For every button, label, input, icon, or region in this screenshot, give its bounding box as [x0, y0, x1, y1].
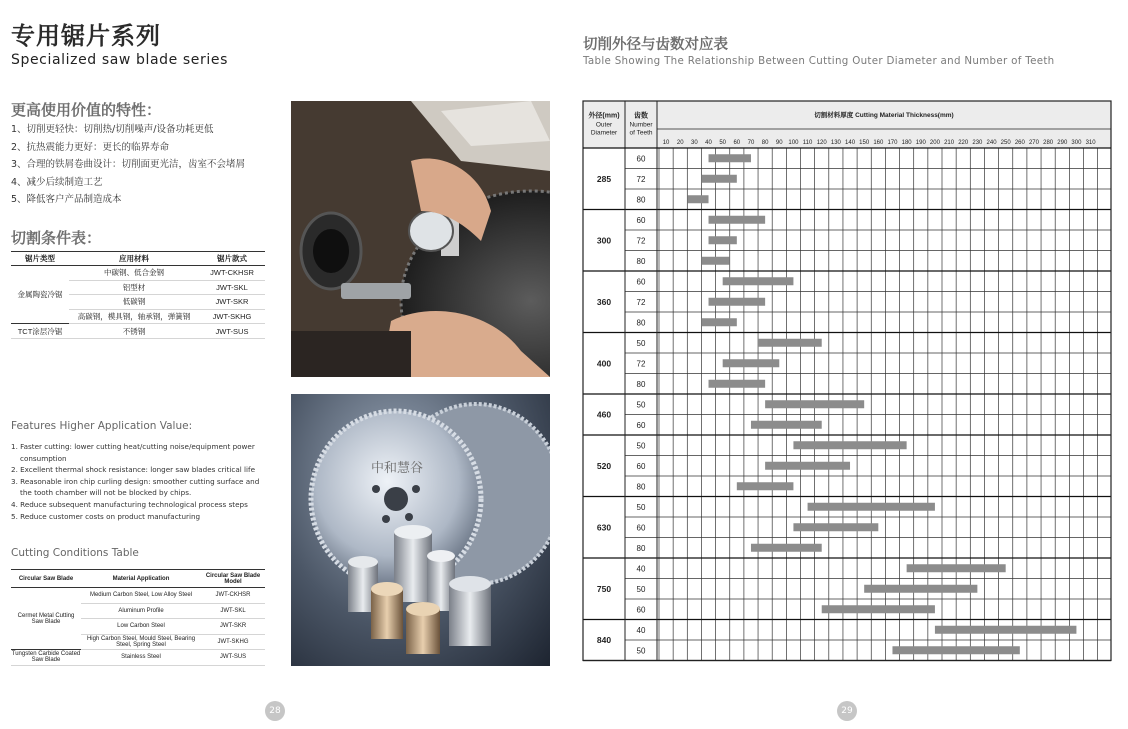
page-number-right: 29: [837, 701, 857, 721]
thickness-header: [814, 110, 953, 119]
conditions-en-table: [11, 569, 265, 666]
x-tick-label: 210: [944, 140, 955, 146]
features-cn-item: 4、减少后续制造工艺: [11, 176, 103, 188]
conditions-en-heading: Cutting Conditions Table: [11, 547, 139, 559]
thickness-range-bar: [765, 462, 850, 470]
blade-type-cell: Tungsten Carbide Coated Saw Blade: [11, 651, 81, 664]
x-tick-label: 110: [802, 140, 813, 146]
outer-diameter-label: 520: [596, 460, 612, 471]
x-tick-label: 190: [915, 140, 926, 146]
thickness-header-en: Cutting Material Thickness(mm): [855, 112, 954, 119]
conditions-cn-heading: 切割条件表：: [11, 229, 102, 247]
thickness-range-bar: [892, 646, 1019, 654]
outer-diameter-label: 300: [596, 235, 612, 246]
features-en-continuation: the tooth chamber will not be blocked by chips.: [20, 488, 192, 498]
x-tick-label: 100: [788, 140, 799, 146]
features-cn-item: 3、合理的铁屑卷曲设计：切削面更光洁，齿室不会堵屑: [11, 159, 246, 170]
thickness-range-bar: [701, 175, 736, 183]
thickness-range-bar: [723, 277, 794, 285]
outer-diameter-label: 360: [596, 296, 612, 307]
diameter-teeth-thickness-chart: [581, 99, 1113, 668]
x-tick-label: 10: [662, 140, 670, 146]
x-tick-label: 150: [859, 140, 870, 146]
features-en-item: [11, 476, 271, 499]
thickness-range-bar: [687, 195, 708, 203]
table-row: [11, 266, 265, 281]
teeth-count-label: 72: [636, 359, 646, 369]
teeth-count-label: 40: [636, 625, 646, 635]
blade-type-cell: 金属陶瓷冷锯: [11, 266, 69, 324]
teeth-count-label: 50: [636, 400, 646, 410]
teeth-header-cn: 齿数: [634, 112, 648, 120]
teeth-count-label: 80: [636, 256, 646, 266]
column-header: 锯片类型: [11, 252, 69, 266]
teeth-count-label: 80: [636, 318, 646, 328]
features-en-line: 4. Reduce subsequent manufacturing technological process steps: [11, 499, 248, 509]
material-cell: 中碳钢、低合金钢: [69, 266, 199, 281]
x-tick-label: 30: [691, 140, 698, 146]
teeth-count-label: 60: [636, 215, 646, 225]
teeth-count-label: 60: [636, 154, 646, 164]
x-tick-label: 90: [775, 140, 783, 146]
diameter-header-en: Diameter: [590, 129, 618, 137]
x-tick-label: 20: [676, 140, 684, 146]
teeth-count-label: 50: [636, 646, 646, 656]
x-tick-label: 260: [1014, 140, 1025, 146]
x-tick-label: 160: [873, 140, 884, 146]
teeth-count-label: 60: [636, 461, 646, 471]
material-cell: 高碳钢，模具钢，轴承钢，弹簧钢: [69, 309, 199, 324]
measuring-saw-blade-photo: [291, 101, 550, 377]
blade-type-cell: TCT涂层冷锯: [11, 324, 69, 339]
table-border: [583, 101, 1111, 661]
thickness-range-bar: [907, 564, 1006, 572]
thickness-range-bar: [765, 400, 864, 408]
outer-diameter-label: 630: [596, 522, 612, 533]
diameter-header-cn: 外径(mm): [588, 112, 620, 120]
material-cell: 不锈钢: [69, 324, 199, 339]
thickness-range-bar: [793, 441, 906, 449]
outer-diameter-label: 400: [596, 358, 612, 369]
material-cell: High Carbon Steel, Mould Steel, Bearing Steel, Spring Steel: [81, 634, 201, 650]
outer-diameter-label: 460: [596, 409, 612, 420]
teeth-count-label: 80: [636, 543, 646, 553]
thickness-range-bar: [864, 585, 977, 593]
features-en-list: [11, 441, 271, 522]
photo-watermark: 中和慧谷: [371, 461, 424, 476]
table-header-row: [11, 252, 265, 266]
material-cell: Aluminum Profile: [81, 603, 201, 619]
x-tick-label: 140: [845, 140, 856, 146]
thickness-range-bar: [709, 298, 766, 306]
x-tick-label: 310: [1085, 140, 1096, 146]
model-cell: JWT-SUS: [199, 324, 265, 339]
teeth-count-label: 72: [636, 297, 646, 307]
features-en-line: 5. Reduce customer costs on product manufacturing: [11, 511, 201, 521]
features-cn-heading: 更高使用价值的特性：: [11, 101, 162, 119]
blade-type-cell: Cermet Metal Cutting Saw Blade: [11, 588, 81, 650]
thickness-range-bar: [709, 236, 737, 244]
features-en-item: [11, 441, 271, 464]
teeth-header-en: of Teeth: [629, 129, 653, 137]
teeth-count-label: 80: [636, 482, 646, 492]
thickness-range-bar: [808, 503, 935, 511]
teeth-count-label: 60: [636, 420, 646, 430]
x-tick-label: 180: [901, 140, 912, 146]
teeth-count-label: 50: [636, 338, 646, 348]
model-cell: JWT-SKR: [199, 295, 265, 310]
material-cell: Stainless Steel: [81, 650, 201, 666]
x-tick-label: 80: [761, 140, 769, 146]
features-cn-item: 1、切削更轻快：切削热/切削噪声/设备功耗更低: [11, 124, 214, 135]
x-tick-label: 270: [1028, 140, 1039, 146]
column-header: 应用材料: [69, 252, 199, 266]
thickness-range-bar: [822, 605, 935, 613]
teeth-count-label: 40: [636, 564, 646, 574]
model-cell: JWT-SUS: [201, 650, 265, 666]
teeth-count-label: 50: [636, 441, 646, 451]
teeth-count-label: 60: [636, 277, 646, 287]
table-row: [11, 650, 265, 666]
thickness-header-cn: 切割材料厚度: [814, 112, 856, 119]
x-tick-label: 250: [1000, 140, 1011, 146]
column-header: Material Application: [81, 570, 201, 588]
relationship-table-title-cn: 切削外径与齿数对应表: [583, 37, 728, 53]
thickness-range-bar: [737, 482, 794, 490]
features-en-item: [11, 499, 271, 511]
relationship-table-title-en: Table Showing The Relationship Between Cutting Outer Diameter and Number of Teeth: [583, 55, 1055, 67]
features-en-item: [11, 464, 271, 476]
thickness-range-bar: [751, 421, 822, 429]
x-tick-label: 230: [972, 140, 983, 146]
thickness-range-bar: [751, 544, 822, 552]
thickness-range-bar: [701, 318, 736, 326]
thickness-range-bar: [793, 523, 878, 531]
thickness-range-bar: [935, 626, 1077, 634]
thickness-range-bar: [701, 257, 729, 265]
saw-blade-steel-bars-photo: [291, 394, 550, 666]
teeth-count-label: 80: [636, 195, 646, 205]
x-tick-label: 240: [986, 140, 997, 146]
table-row: [11, 324, 265, 339]
features-en-heading: Features Higher Application Value:: [11, 420, 193, 432]
conditions-cn-table: [11, 251, 265, 339]
x-tick-label: 170: [887, 140, 898, 146]
column-header: Circular Saw Blade: [11, 570, 81, 588]
table-header-row: [11, 570, 265, 588]
model-cell: JWT-SKL: [199, 280, 265, 295]
features-en-continuation: consumption: [20, 453, 67, 463]
x-tick-label: 60: [733, 140, 741, 146]
material-cell: Low Carbon Steel: [81, 619, 201, 635]
x-tick-label: 70: [747, 140, 755, 146]
x-tick-label: 220: [958, 140, 969, 146]
thickness-range-bar: [709, 380, 766, 388]
page-title-cn: 专用锯片系列: [11, 22, 161, 50]
x-tick-label: 120: [816, 140, 827, 146]
teeth-count-label: 72: [636, 174, 646, 184]
thickness-range-bar: [758, 339, 822, 347]
x-tick-label: 300: [1071, 140, 1082, 146]
page-title-en: Specialized saw blade series: [11, 52, 228, 68]
model-cell: JWT-SKHG: [201, 634, 265, 650]
features-cn-item: 2、抗热震能力更好：更长的临界寿命: [11, 141, 170, 153]
teeth-count-label: 50: [636, 584, 646, 594]
features-en-item: [11, 511, 271, 523]
model-cell: JWT-SKHG: [199, 309, 265, 324]
model-cell: JWT-CKHSR: [199, 266, 265, 281]
x-tick-label: 290: [1057, 140, 1068, 146]
features-en-line: 1. Faster cutting: lower cutting heat/cutting noise/equipment power: [11, 442, 255, 451]
thickness-range-bar: [723, 359, 780, 367]
diameter-header-en: Outer: [595, 121, 613, 129]
outer-diameter-label: 285: [596, 173, 612, 184]
model-cell: JWT-SKR: [201, 619, 265, 635]
teeth-count-label: 60: [636, 523, 646, 533]
page-number-left: 28: [265, 701, 285, 721]
teeth-count-label: 60: [636, 605, 646, 615]
features-cn-list: [11, 121, 245, 209]
column-header: Circular Saw Blade Model: [201, 570, 265, 588]
model-cell: JWT-CKHSR: [201, 588, 265, 604]
features-en-line: 2. Excellent thermal shock resistance: longer saw blades critical life: [11, 465, 255, 475]
model-cell: JWT-SKL: [201, 603, 265, 619]
material-cell: Medium Carbon Steel, Low Alloy Steel: [81, 588, 201, 604]
x-tick-label: 200: [929, 140, 940, 146]
outer-diameter-label: 840: [596, 635, 612, 645]
thickness-range-bar: [709, 154, 751, 162]
features-en-line: 3. Reasonable iron chip curling design: smoother cutting surface and: [11, 476, 260, 486]
teeth-count-label: 72: [636, 236, 646, 246]
material-cell: 铝型材: [69, 280, 199, 295]
teeth-header-en: Number: [629, 121, 653, 129]
material-cell: 低碳钢: [69, 295, 199, 310]
thickness-range-bar: [709, 216, 766, 224]
outer-diameter-label: 750: [596, 583, 612, 594]
column-header: 锯片款式: [199, 252, 265, 266]
x-tick-label: 40: [705, 140, 712, 146]
teeth-count-label: 50: [636, 502, 646, 512]
features-cn-item: 5、降低客户产品制造成本: [11, 194, 122, 205]
x-tick-label: 130: [830, 140, 841, 146]
teeth-count-label: 80: [636, 379, 646, 389]
table-row: [11, 588, 265, 604]
x-tick-label: 50: [719, 140, 727, 146]
x-tick-label: 280: [1043, 140, 1054, 146]
